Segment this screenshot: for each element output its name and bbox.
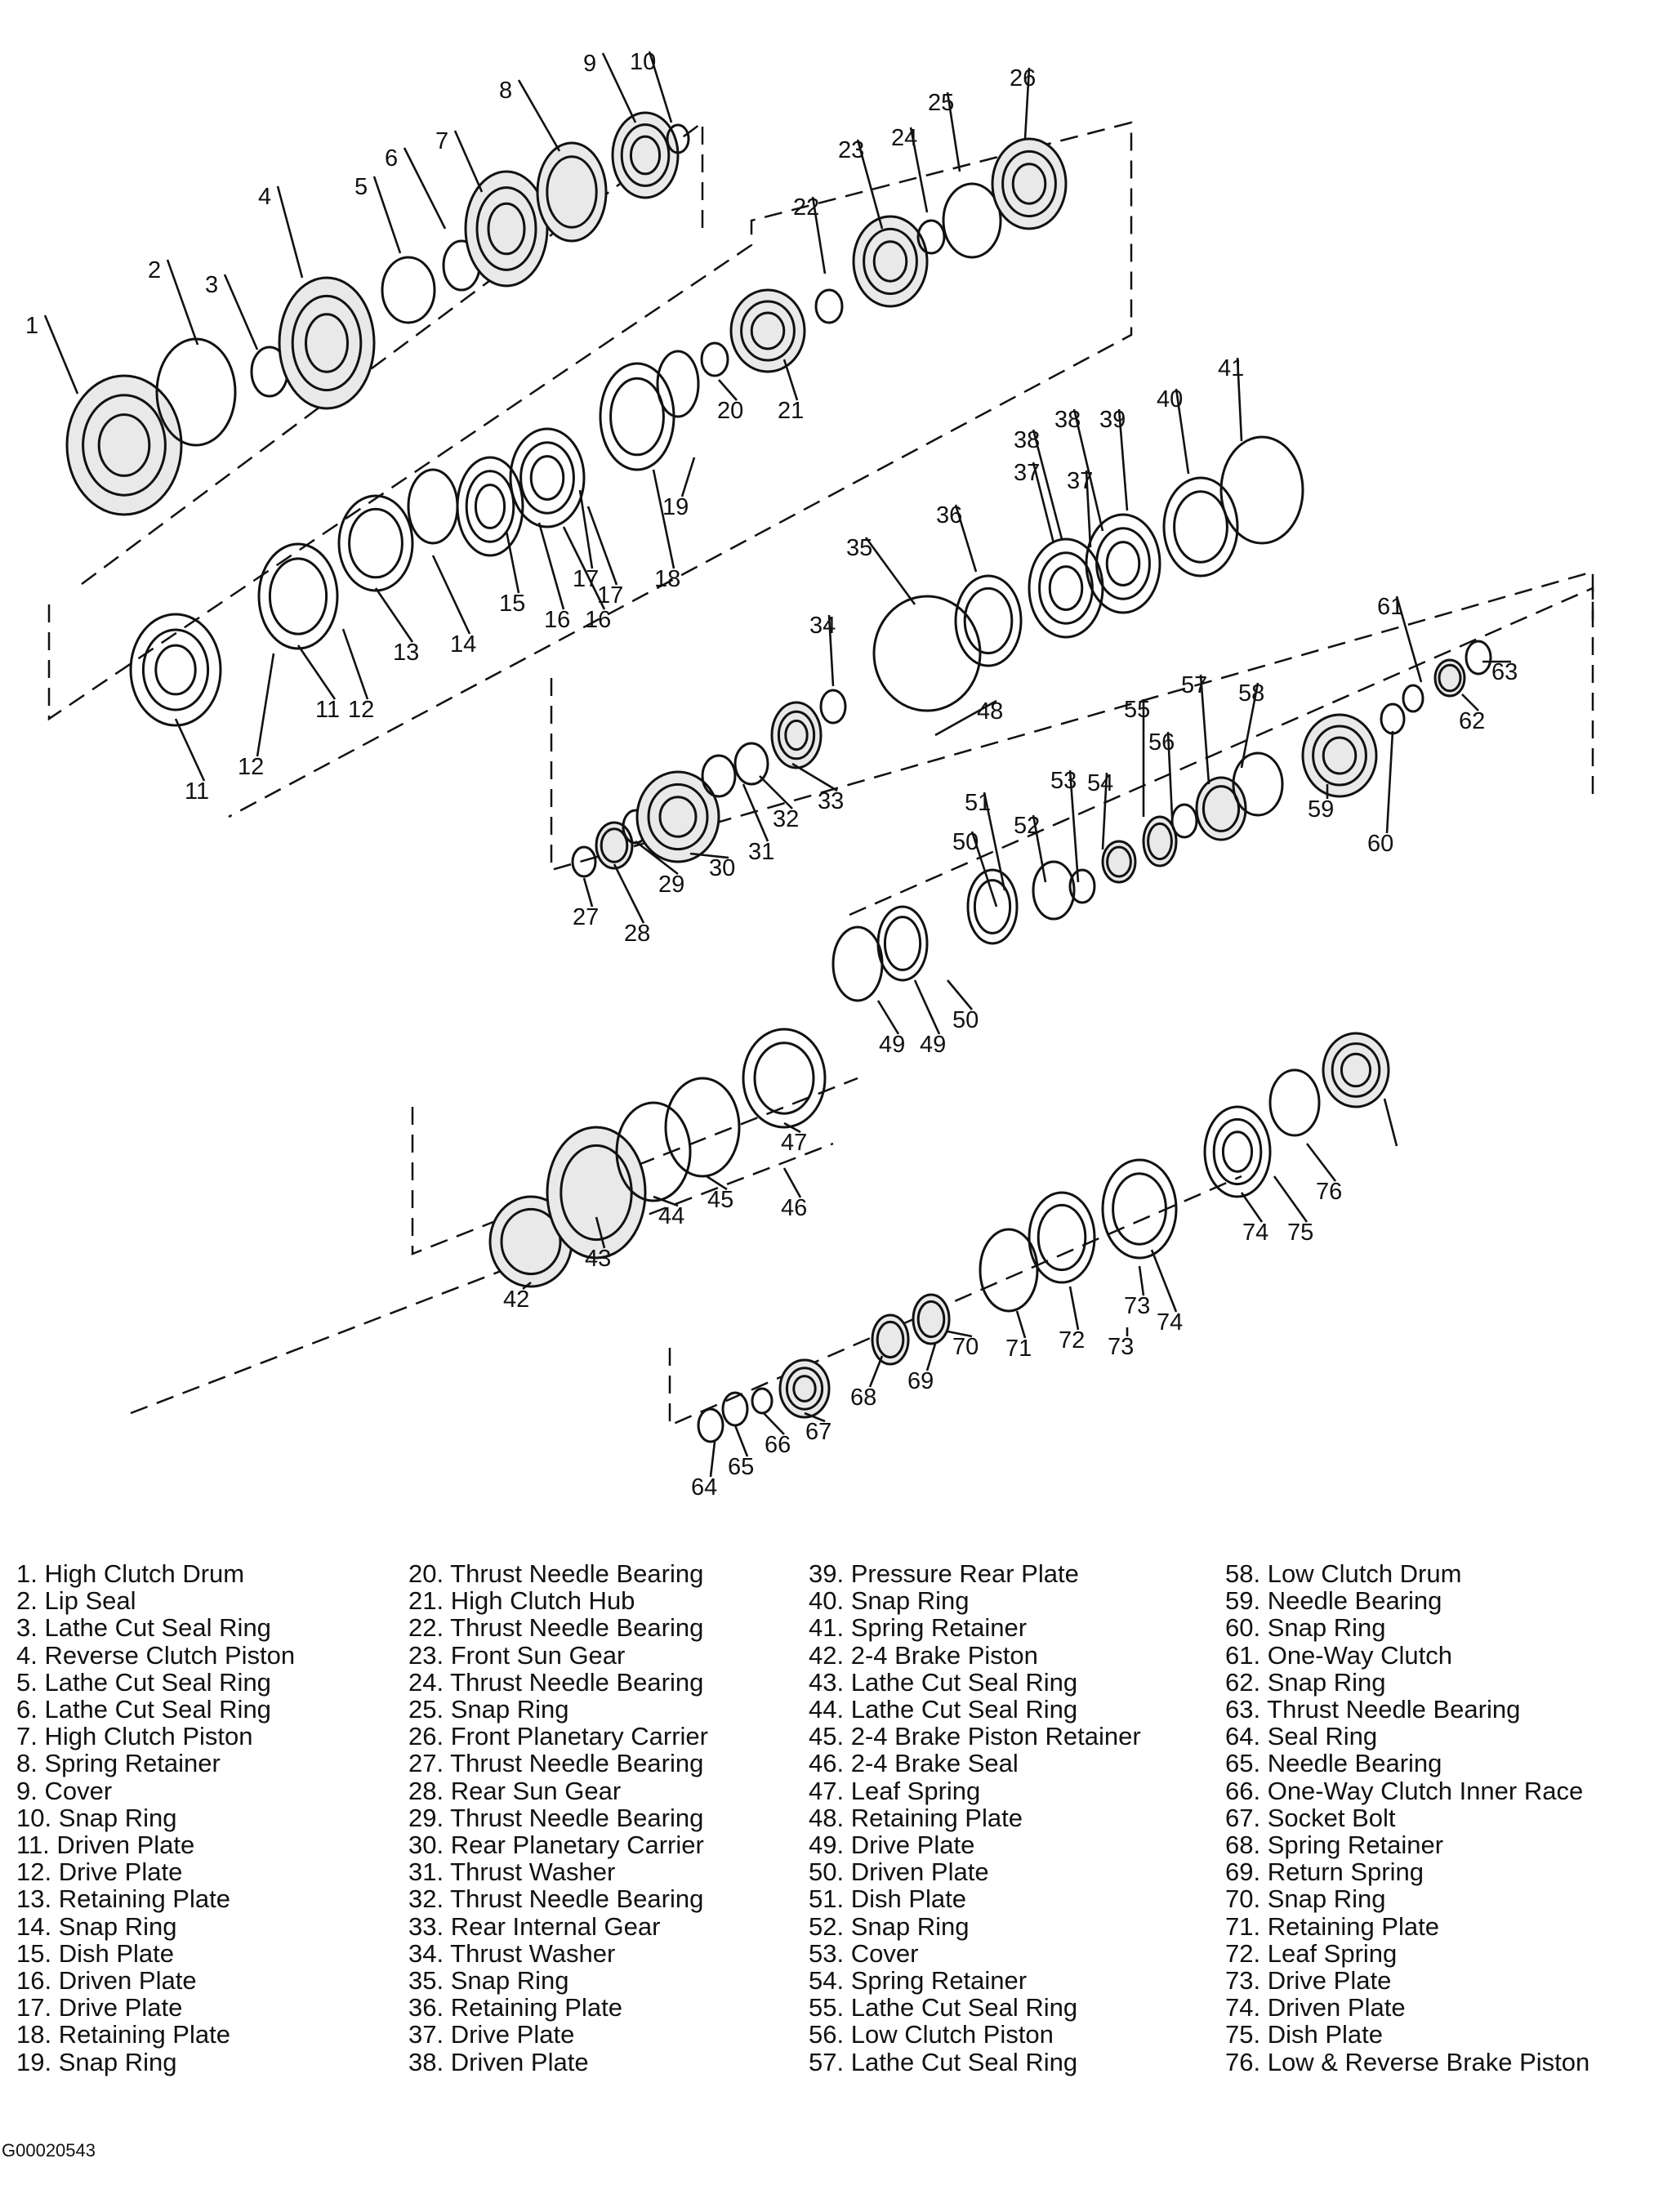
callout-leader bbox=[519, 80, 560, 151]
callout-number: 6 bbox=[385, 145, 399, 172]
callout-number: 8 bbox=[499, 78, 513, 104]
callout-number: 37 bbox=[1067, 468, 1094, 494]
callout-leader bbox=[433, 555, 470, 634]
callout-leader bbox=[784, 1168, 800, 1197]
legend-item: 51. Dish Plate bbox=[809, 1884, 966, 1914]
callout-leader bbox=[278, 186, 302, 278]
callout-leader bbox=[455, 131, 482, 192]
legend-item: 67. Socket Bolt bbox=[1225, 1803, 1396, 1832]
legend-column-2 bbox=[408, 1560, 708, 2076]
legend-item: 42. 2-4 Brake Piston bbox=[809, 1640, 1038, 1670]
callout-number: 12 bbox=[348, 697, 375, 723]
callout-leader bbox=[947, 980, 972, 1010]
callout-number: 40 bbox=[1157, 386, 1184, 413]
legend-item: 25. Snap Ring bbox=[408, 1695, 569, 1724]
callout-number: 55 bbox=[1124, 697, 1151, 723]
callout-number: 32 bbox=[773, 806, 800, 832]
callout-number: 51 bbox=[965, 790, 992, 816]
callout-number: 73 bbox=[1124, 1293, 1151, 1319]
legend-item: 58. Low Clutch Drum bbox=[1225, 1559, 1462, 1588]
part-outline bbox=[658, 351, 698, 417]
callout-number: 26 bbox=[1010, 65, 1037, 91]
legend-item: 61. One-Way Clutch bbox=[1225, 1640, 1452, 1670]
callout-number: 65 bbox=[728, 1454, 755, 1480]
callout-number: 41 bbox=[1218, 355, 1245, 381]
callout-leader bbox=[682, 457, 694, 497]
part-outline bbox=[666, 1078, 739, 1176]
callout-number: 46 bbox=[781, 1195, 808, 1221]
legend-item: 4. Reverse Clutch Piston bbox=[16, 1640, 296, 1670]
part-outline bbox=[755, 1043, 814, 1113]
callout-leader bbox=[784, 359, 797, 400]
callout-number: 76 bbox=[1316, 1179, 1343, 1205]
callout-number: 11 bbox=[185, 778, 210, 805]
callout-number: 9 bbox=[583, 51, 597, 77]
legend-item: 16. Driven Plate bbox=[16, 1966, 197, 1996]
callout-leader bbox=[927, 1344, 935, 1371]
legend-item: 40. Snap Ring bbox=[809, 1586, 970, 1616]
callout-number: 16 bbox=[544, 607, 571, 633]
legend-item: 36. Retaining Plate bbox=[408, 1993, 622, 2022]
legend-item: 54. Spring Retainer bbox=[809, 1966, 1028, 1996]
callout-number: 67 bbox=[805, 1419, 832, 1445]
callout-number: 16 bbox=[585, 607, 612, 633]
callout-number: 29 bbox=[658, 872, 685, 898]
callout-number: 50 bbox=[952, 1007, 979, 1033]
part-outline bbox=[1466, 641, 1491, 674]
callout-number: 38 bbox=[1054, 407, 1081, 433]
part-outline bbox=[270, 559, 326, 634]
legend-column-1 bbox=[16, 1560, 295, 2076]
part-outline bbox=[382, 257, 435, 323]
callout-number: 68 bbox=[850, 1385, 877, 1411]
callout-number: 24 bbox=[891, 125, 918, 151]
callout-number: 75 bbox=[1287, 1220, 1314, 1246]
callout-number: 36 bbox=[936, 502, 963, 528]
callout-leader bbox=[743, 784, 768, 841]
part-outline bbox=[1223, 1132, 1251, 1171]
callout-leader bbox=[760, 776, 792, 809]
legend-item: 12. Drive Plate bbox=[16, 1857, 183, 1887]
callout-number: 3 bbox=[205, 272, 219, 298]
part-outline bbox=[1038, 1205, 1086, 1269]
callout-number: 70 bbox=[952, 1334, 979, 1360]
callout-number: 31 bbox=[748, 839, 775, 865]
legend-item: 37. Drive Plate bbox=[408, 2020, 575, 2049]
callout-number: 48 bbox=[977, 698, 1004, 725]
legend-item: 15. Dish Plate bbox=[16, 1938, 174, 1968]
legend-item: 52. Snap Ring bbox=[809, 1911, 970, 1941]
legend-item: 27. Thrust Needle Bearing bbox=[408, 1749, 704, 1778]
legend-item: 66. One-Way Clutch Inner Race bbox=[1225, 1776, 1584, 1805]
part-outline bbox=[1221, 437, 1303, 543]
callout-leader bbox=[915, 980, 939, 1034]
callout-number: 42 bbox=[503, 1287, 530, 1313]
legend-column-4 bbox=[1225, 1560, 1589, 2076]
legend-item: 28. Rear Sun Gear bbox=[408, 1776, 622, 1805]
part-outline bbox=[885, 917, 920, 970]
callout-number: 72 bbox=[1059, 1327, 1086, 1354]
callout-number: 18 bbox=[654, 566, 681, 592]
callout-leader bbox=[1139, 1266, 1144, 1296]
callout-number: 56 bbox=[1148, 729, 1175, 756]
callout-number: 50 bbox=[952, 829, 979, 855]
legend-item: 20. Thrust Needle Bearing bbox=[408, 1559, 704, 1588]
callout-leader bbox=[580, 490, 592, 569]
callout-number: 27 bbox=[573, 904, 600, 930]
callout-number: 10 bbox=[630, 49, 657, 75]
legend-item: 38. Driven Plate bbox=[408, 2047, 589, 2076]
legend-item: 31. Thrust Washer bbox=[408, 1857, 616, 1887]
part-outline bbox=[752, 1389, 772, 1413]
transmission-parts bbox=[49, 113, 1593, 1442]
part-outline bbox=[698, 1409, 723, 1442]
callout-leader bbox=[1017, 1311, 1025, 1338]
part-outline bbox=[531, 457, 564, 500]
callout-leader bbox=[225, 274, 257, 350]
callout-number: 35 bbox=[846, 535, 873, 561]
group-boundary-line bbox=[131, 1144, 833, 1413]
callout-number: 30 bbox=[709, 855, 736, 881]
part-outline bbox=[475, 485, 504, 528]
callout-number: 14 bbox=[450, 631, 477, 658]
callout-leader bbox=[792, 764, 837, 791]
callout-leader bbox=[404, 148, 445, 229]
legend-item: 7. High Clutch Piston bbox=[16, 1722, 253, 1751]
legend-item: 24. Thrust Needle Bearing bbox=[408, 1667, 704, 1697]
legend-item: 11. Driven Plate bbox=[16, 1831, 195, 1860]
callout-number: 17 bbox=[597, 582, 624, 609]
part-outline bbox=[821, 690, 845, 723]
callout-number: 7 bbox=[435, 128, 449, 154]
part-outline bbox=[1175, 492, 1228, 562]
part-outline bbox=[1270, 1070, 1319, 1135]
legend-item: 30. Rear Planetary Carrier bbox=[408, 1831, 704, 1860]
part-outline bbox=[1381, 704, 1404, 734]
callout-number: 15 bbox=[499, 591, 526, 617]
legend-item: 68. Spring Retainer bbox=[1225, 1831, 1444, 1860]
legend-item: 23. Front Sun Gear bbox=[408, 1640, 626, 1670]
callout-number: 73 bbox=[1108, 1334, 1135, 1360]
legend-item: 56. Low Clutch Piston bbox=[809, 2020, 1054, 2049]
callout-number: 71 bbox=[1005, 1336, 1032, 1362]
callout-number: 62 bbox=[1459, 708, 1486, 734]
callout-number: 74 bbox=[1157, 1309, 1184, 1336]
callout-number: 38 bbox=[1014, 427, 1041, 453]
callout-number: 74 bbox=[1242, 1220, 1269, 1246]
callout-number: 49 bbox=[920, 1032, 947, 1058]
callout-leader bbox=[866, 537, 915, 604]
callout-leader bbox=[1387, 731, 1393, 833]
legend-item: 46. 2-4 Brake Seal bbox=[809, 1749, 1019, 1778]
part-outline bbox=[611, 378, 664, 455]
legend-item: 21. High Clutch Hub bbox=[408, 1586, 635, 1616]
legend-item: 75. Dish Plate bbox=[1225, 2020, 1383, 2049]
callout-leader bbox=[1070, 1287, 1078, 1330]
parts-legend bbox=[0, 1560, 1663, 2083]
callout-number: 22 bbox=[793, 194, 820, 221]
legend-item: 17. Drive Plate bbox=[16, 1993, 183, 2022]
legend-item: 50. Driven Plate bbox=[809, 1857, 989, 1887]
callout-leader bbox=[45, 315, 78, 394]
legend-item: 74. Driven Plate bbox=[1225, 1993, 1406, 2022]
callout-number: 5 bbox=[354, 174, 368, 200]
group-boundary-line bbox=[849, 588, 1593, 915]
legend-item: 13. Retaining Plate bbox=[16, 1884, 230, 1914]
callout-leader bbox=[735, 1425, 747, 1456]
part-outline bbox=[350, 509, 403, 578]
part-outline bbox=[408, 470, 457, 543]
legend-item: 43. Lathe Cut Seal Ring bbox=[809, 1667, 1078, 1697]
part-outline bbox=[1107, 542, 1139, 586]
part-outline bbox=[943, 184, 1001, 257]
group-boundary-line bbox=[670, 1176, 1242, 1425]
legend-item: 9. Cover bbox=[16, 1776, 113, 1805]
legend-item: 10. Snap Ring bbox=[16, 1803, 177, 1832]
legend-item: 60. Snap Ring bbox=[1225, 1613, 1386, 1643]
callout-leader bbox=[176, 719, 204, 781]
part-outline bbox=[833, 927, 882, 1001]
legend-item: 65. Needle Bearing bbox=[1225, 1749, 1442, 1778]
callout-number: 28 bbox=[624, 921, 651, 947]
callout-number: 17 bbox=[573, 566, 600, 592]
callout-leader bbox=[539, 523, 564, 609]
callout-leader bbox=[1152, 1250, 1176, 1312]
callout-number: 57 bbox=[1181, 672, 1208, 698]
callout-number: 60 bbox=[1367, 831, 1394, 857]
callout-leader bbox=[376, 588, 412, 642]
legend-item: 53. Cover bbox=[809, 1938, 919, 1968]
legend-item: 76. Low & Reverse Brake Piston bbox=[1225, 2047, 1590, 2076]
part-outline bbox=[573, 847, 595, 876]
part-outline bbox=[1050, 567, 1082, 610]
legend-item: 62. Snap Ring bbox=[1225, 1667, 1386, 1697]
legend-item: 49. Drive Plate bbox=[809, 1831, 975, 1860]
callout-number: 12 bbox=[238, 754, 265, 780]
callout-number: 52 bbox=[1014, 813, 1041, 839]
legend-item: 3. Lathe Cut Seal Ring bbox=[16, 1613, 271, 1643]
callout-number: 20 bbox=[717, 398, 744, 424]
callout-number: 49 bbox=[879, 1032, 906, 1058]
legend-item: 14. Snap Ring bbox=[16, 1911, 177, 1941]
legend-item: 47. Leaf Spring bbox=[809, 1776, 981, 1805]
legend-item: 22. Thrust Needle Bearing bbox=[408, 1613, 704, 1643]
part-outline bbox=[1033, 862, 1074, 919]
callout-number: 23 bbox=[838, 137, 865, 163]
part-outline bbox=[1113, 1174, 1166, 1244]
part-callouts bbox=[25, 49, 1518, 1501]
callout-number: 37 bbox=[1014, 460, 1041, 486]
callout-leader bbox=[1274, 1176, 1307, 1222]
legend-item: 33. Rear Internal Gear bbox=[408, 1911, 661, 1941]
callout-number: 53 bbox=[1050, 768, 1077, 794]
legend-item: 19. Snap Ring bbox=[16, 2047, 177, 2076]
part-outline bbox=[156, 645, 195, 694]
callout-number: 13 bbox=[393, 640, 420, 666]
legend-item: 2. Lip Seal bbox=[16, 1586, 136, 1616]
callout-leader bbox=[374, 176, 400, 253]
part-outline bbox=[521, 443, 574, 513]
callout-leader bbox=[1384, 1099, 1397, 1146]
callout-leader bbox=[298, 645, 335, 699]
legend-item: 18. Retaining Plate bbox=[16, 2020, 230, 2049]
legend-item: 35. Snap Ring bbox=[408, 1966, 569, 1996]
callout-number: 21 bbox=[778, 398, 805, 424]
part-outline bbox=[143, 630, 207, 710]
legend-item: 70. Snap Ring bbox=[1225, 1884, 1386, 1914]
callout-number: 69 bbox=[907, 1368, 934, 1394]
callout-number: 54 bbox=[1087, 770, 1114, 796]
callout-number: 19 bbox=[662, 494, 689, 520]
legend-column-3 bbox=[809, 1560, 1141, 2076]
callout-number: 25 bbox=[928, 90, 955, 116]
callout-leader bbox=[1307, 1144, 1335, 1181]
callout-number: 1 bbox=[25, 313, 39, 339]
callout-number: 64 bbox=[691, 1474, 718, 1501]
legend-item: 45. 2-4 Brake Piston Retainer bbox=[809, 1722, 1141, 1751]
legend-item: 63. Thrust Needle Bearing bbox=[1225, 1695, 1521, 1724]
part-outline bbox=[1233, 753, 1282, 815]
callout-leader bbox=[711, 1442, 715, 1477]
callout-number: 34 bbox=[809, 613, 836, 639]
callout-leader bbox=[584, 878, 592, 907]
callout-number: 2 bbox=[148, 257, 162, 283]
part-outline bbox=[816, 290, 842, 323]
part-outline bbox=[702, 343, 728, 376]
callout-number: 47 bbox=[781, 1130, 808, 1156]
legend-item: 71. Retaining Plate bbox=[1225, 1911, 1439, 1941]
legend-item: 39. Pressure Rear Plate bbox=[809, 1559, 1079, 1588]
legend-item: 73. Drive Plate bbox=[1225, 1966, 1392, 1996]
legend-item: 1. High Clutch Drum bbox=[16, 1559, 245, 1588]
legend-item: 26. Front Planetary Carrier bbox=[408, 1722, 708, 1751]
legend-item: 69. Return Spring bbox=[1225, 1857, 1424, 1887]
callout-number: 45 bbox=[707, 1187, 734, 1213]
callout-leader bbox=[878, 1001, 898, 1034]
part-outline bbox=[1097, 528, 1150, 599]
part-outline bbox=[157, 339, 235, 445]
callout-number: 11 bbox=[315, 697, 341, 723]
legend-item: 44. Lathe Cut Seal Ring bbox=[809, 1695, 1078, 1724]
callout-leader bbox=[257, 653, 274, 756]
callout-leader bbox=[614, 864, 644, 923]
callout-leader bbox=[1242, 1193, 1262, 1222]
part-outline bbox=[702, 756, 735, 796]
legend-item: 57. Lathe Cut Seal Ring bbox=[809, 2047, 1078, 2076]
part-outline bbox=[1214, 1119, 1261, 1184]
legend-item: 29. Thrust Needle Bearing bbox=[408, 1803, 704, 1832]
callout-number: 44 bbox=[658, 1203, 685, 1229]
callout-number: 43 bbox=[585, 1246, 612, 1272]
callout-number: 39 bbox=[1099, 407, 1126, 433]
callout-number: 4 bbox=[258, 184, 272, 210]
legend-item: 32. Thrust Needle Bearing bbox=[408, 1884, 704, 1914]
callout-number: 59 bbox=[1308, 796, 1335, 823]
legend-item: 5. Lathe Cut Seal Ring bbox=[16, 1667, 271, 1697]
legend-item: 55. Lathe Cut Seal Ring bbox=[809, 1993, 1078, 2022]
legend-item: 59. Needle Bearing bbox=[1225, 1586, 1442, 1616]
callout-leader bbox=[343, 629, 368, 699]
callout-number: 61 bbox=[1377, 594, 1404, 620]
callout-leader bbox=[167, 260, 198, 345]
legend-item: 48. Retaining Plate bbox=[809, 1803, 1023, 1832]
legend-item: 72. Leaf Spring bbox=[1225, 1938, 1398, 1968]
legend-item: 34. Thrust Washer bbox=[408, 1938, 616, 1968]
callout-number: 58 bbox=[1238, 680, 1265, 707]
legend-item: 64. Seal Ring bbox=[1225, 1722, 1378, 1751]
figure-code: G00020543 bbox=[2, 2140, 96, 2161]
callout-number: 63 bbox=[1491, 659, 1518, 685]
part-outline bbox=[1040, 553, 1093, 623]
legend-item: 6. Lathe Cut Seal Ring bbox=[16, 1695, 271, 1724]
part-outline bbox=[1403, 685, 1423, 711]
callout-number: 33 bbox=[818, 788, 845, 814]
callout-leader bbox=[870, 1356, 882, 1387]
legend-item: 8. Spring Retainer bbox=[16, 1749, 221, 1778]
callout-number: 66 bbox=[765, 1432, 791, 1458]
part-outline bbox=[1172, 805, 1197, 837]
legend-item: 41. Spring Retainer bbox=[809, 1613, 1028, 1643]
